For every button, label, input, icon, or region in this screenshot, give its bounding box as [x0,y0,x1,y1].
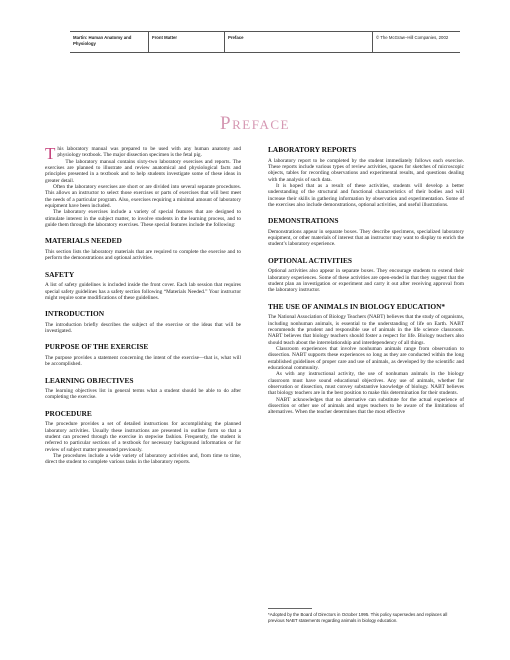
header-section: Front Matter [148,32,224,52]
right-column [268,146,464,416]
section-text-reports-2: It is hoped that as a result of these activities, students will develop a better understanding of the structural and functional characteristics of their bodies and will increase their skills in gathering information by observation and experimentation. Some of the exercises also include demonstrations, optional activities, and useful illustrations. [268,182,464,208]
section-heading-animals: THE USE OF ANIMALS IN BIOLOGY EDUCATION* [268,301,446,311]
section-text-safety: A list of safety guidelines is included inside the front cover. Each lab session that requires special safety guidelines has a safety section following “Materials Needed.” Your instructor might require some modifications of these guidelines. [45,282,241,301]
footnote-divider [268,608,312,609]
left-column [45,146,241,466]
section-heading-reports: LABORATORY REPORTS [268,145,357,154]
section-text-procedure-2: The procedures include a wide variety of laboratory activities and, from time to time, direct the student to complete various tasks in the laboratory reports. [45,453,241,466]
section-heading-optional: OPTIONAL ACTIVITIES [268,255,352,265]
section-text-animals-2: Classroom experiences that involve nonhuman animals range from observation to dissection. NABT supports these experiences so long as they are conducted within the long established guidelines of proper care and use of animals, as developed by the scientific and educational community. [268,345,464,371]
section-text-optional: Optional activities also appear in separate boxes. They encourage students to extend their laboratory experiences. Some of these activities are open-ended in that they suggest that the student plan an investigation or experiment and carry it out after receiving approval from the laboratory instructor. [268,268,464,294]
section-text-purpose: The purpose provides a statement concerning the intent of the exercise—that is, what will be accomplished. [45,354,241,368]
footnote: *Adopted by the Board of Directors in October 1995. This policy supersedes and replaces all previous NABT statements regarding animals in biology education. [268,612,448,623]
section-heading-purpose: PURPOSE OF THE EXERCISE [45,342,149,352]
section-heading-safety: SAFETY [45,269,75,279]
section-heading-objectives: LEARNING OBJECTIVES [45,375,134,385]
section-text-introduction: The introduction briefly describes the subject of the exercise or the ideas that will be investigated. [45,321,241,335]
section-text-animals-3: As with any instructional activity, the use of nonhuman animals in the biology classroom must have sound educational objectives. Any use of animals, whether for observation or dissection, must convey substantive knowledge of biology. NABT believes that biology teachers are in the best position to make this determination for their students. [268,371,464,397]
body-paragraph: The laboratory exercises include a variety of special features that are designed to stimulate interest in the subject matter, to involve students in the learning process, and to guide them through the laboratory exercises. These special features include the following: [45,209,241,229]
drop-cap: T [45,144,56,163]
section-text-animals: The National Association of Biology Teachers (NABT) believes that the study of organisms, including nonhuman animals, is essential to the understanding of life on Earth. NABT recommends the prudent and responsible use of animals in the life science classroom. NABT believes that biology teachers should foster a respect for life. Biology teachers also should teach about the interrelationship and interdependency of all things. [268,314,464,346]
section-heading-procedure: PROCEDURE [45,408,92,418]
body-paragraph: Often the laboratory exercises are short or are divided into several separate procedures. This allows an instructor to select those exercises or parts of exercises that will best meet the needs of a particular program. Also, exercises requiring a minimal amount of laboratory equipment have been included. [45,184,241,210]
running-header [70,31,460,53]
header-chapter: Preface [224,32,372,52]
section-heading-introduction: INTRODUCTION [45,309,105,319]
section-text-materials: This section lists the laboratory materials that are required to complete the exercise and to perform the demonstrations and optional activities. [45,248,241,262]
body-paragraph: The laboratory manual contains sixty-two laboratory exercises and reports. The exercises are planned to illustrate and review anatomical and physiological facts and principles presented in a textbook and to help students investigate some of these ideas in greater detail. [45,158,241,184]
section-text-objectives: The learning objectives list in general terms what a student should be able to do after completing the exercise. [45,388,241,401]
page-title: Preface [220,113,290,134]
section-text-demonstrations: Demonstrations appear in separate boxes. They describe specimens, specialized laboratory equipment, or other materials of interest that an instructor may want to display to enrich the student’s laboratory experience. [268,228,464,248]
header-book-title: Martin: Human Anatomy and Physiology [73,35,132,46]
section-text-reports: A laboratory report to be completed by the student immediately follows each exercise. These reports include various types of review activities, spaces for sketches of microscopic objects, tables for recording observations and experimental results, and questions dealing with the analysis of such data. [268,157,464,183]
header-copyright: © The McGraw−Hill Companies, 2002 [372,32,460,52]
intro-text: his laboratory manual was prepared to be used with any human anatomy and physiology textbook. The major dissection specimen is the fetal pig. [57,146,241,159]
intro-paragraph [45,144,241,163]
section-text-procedure: The procedure provides a set of detailed instructions for accomplishing the planned laboratory activities. Usually these instructions are presented in outline form so that a student can proceed through the exercise in stepwise fashion. Frequently, the student is referred to particular sections of a textbook for necessary background information or for review of subject matter presented previously. [45,421,241,453]
section-heading-materials: MATERIALS NEEDED [45,236,122,246]
section-heading-demonstrations: DEMONSTRATIONS [268,216,339,226]
section-text-animals-4: NABT acknowledges that no alternative can substitute for the actual experience of dissection or other use of animals and urges teachers to be aware of the limitations of alternatives. When the teacher determines that the most effective [268,396,464,416]
